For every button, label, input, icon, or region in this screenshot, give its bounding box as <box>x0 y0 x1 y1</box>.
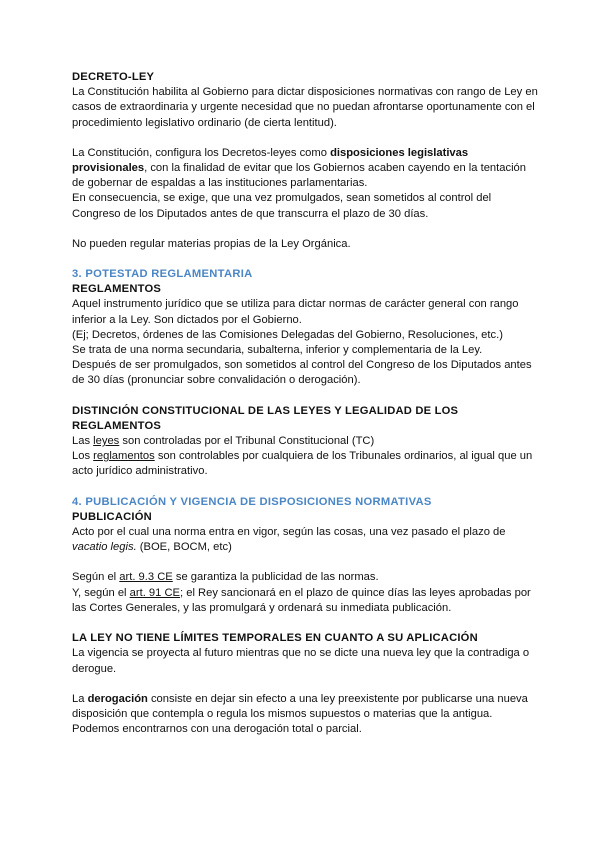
leyes-underlined: leyes <box>93 435 120 448</box>
reglamentos-line-4: Después de ser promulgados, son sometidos al control del Congreso de los Diputados antes de 30 días (pronunciar sobre convalidación o derogación). <box>72 359 532 387</box>
limites-paragraph-2 <box>72 692 540 722</box>
reglamentos-heading: REGLAMENTOS <box>72 283 162 296</box>
distincion-l1-pre: Las <box>72 435 94 448</box>
limites-temporales-heading: LA LEY NO TIENE LÍMITES TEMPORALES EN CUANTO A SU APLICACIÓN <box>72 632 478 645</box>
publicacion-p1-post: (BOE, BOCM, etc) <box>136 541 232 554</box>
reglamentos-underlined: reglamentos <box>93 450 155 463</box>
decreto-ley-paragraph-2 <box>72 146 540 192</box>
decreto-ley-paragraph-4: No pueden regular materias propias de la Ley Orgánica. <box>72 237 351 250</box>
publicacion-heading: PUBLICACIÓN <box>72 510 152 523</box>
limites-paragraph-1: La vigencia se proyecta al futuro mientras que no se dicte una nueva ley que la contradiga o derogue. <box>72 647 530 675</box>
publicacion-p3-pre: Y, según el <box>72 586 130 599</box>
distincion-l2-pre: Los <box>72 450 94 463</box>
decreto-ley-paragraph-3: En consecuencia, se exige, que una vez promulgados, sean sometidos al control del Congreso de los Diputados antes de que transcurra el plazo de 30 días. <box>72 192 492 220</box>
limites-p2-post: consiste en dejar sin efecto a una ley preexistente por publicarse una nueva disposición que contempla o regula los mismos supuestos o materias que la antigua. <box>72 692 528 720</box>
disposiciones-provisionales-bold: disposiciones legislativas provisionales <box>72 146 469 175</box>
distincion-l1-post: son controladas por el Tribunal Constitucional (TC) <box>119 435 375 448</box>
limites-paragraph-3: Podemos encontrarnos con una derogación total o parcial. <box>72 723 362 736</box>
section-4-title: 4. PUBLICACIÓN Y VIGENCIA DE DISPOSICIONES NORMATIVAS <box>72 495 432 508</box>
derogacion-bold: derogación <box>87 692 148 705</box>
distincion-line-2 <box>72 449 540 479</box>
distincion-l2-post: son controlables por cualquiera de los Tribunales ordinarios, al igual que un acto jurídico administrativo. <box>72 450 533 478</box>
distincion-line-1 <box>72 434 540 449</box>
publicacion-p2-post: se garantiza la publicidad de las normas. <box>172 571 379 584</box>
limites-p2-pre: La <box>72 692 88 705</box>
decreto-ley-heading: DECRETO-LEY <box>72 71 155 83</box>
publicacion-p3-post: ; el Rey sancionará en el plazo de quince días las leyes aprobadas por las Cortes Generales, y las promulgará y ordenará su inmediata publicación. <box>72 586 531 614</box>
publicacion-paragraph-1 <box>72 525 540 555</box>
publicacion-paragraph-3 <box>72 586 540 616</box>
art-9-3-ce-underlined: art. 9.3 CE <box>119 571 173 584</box>
publicacion-p1-pre: Acto por el cual una norma entra en vigor, según las cosas, una vez pasado el plazo de <box>72 526 506 539</box>
decreto-ley-p2-text: La Constitución, configura los Decretos-leyes como <box>72 146 331 159</box>
distincion-heading: DISTINCIÓN CONSTITUCIONAL DE LAS LEYES Y LEGALIDAD DE LOS REGLAMENTOS <box>72 404 459 432</box>
art-91-ce-underlined: art. 91 CE <box>129 586 181 599</box>
decreto-ley-p2-text-end: , con la finalidad de evitar que los Gobiernos acaben cayendo en la tentación de gobernar de espaldas a las instituciones parlamentarias. <box>72 162 527 190</box>
section-3-title: 3. POTESTAD REGLAMENTARIA <box>72 268 253 281</box>
vacatio-legis-italic: vacatio legis. <box>72 541 137 554</box>
reglamentos-line-1: Aquel instrumento jurídico que se utiliza para dictar normas de carácter general con rango inferior a la Ley. Son dictados por el Gobierno. <box>72 298 519 326</box>
decreto-ley-paragraph-1: La Constitución habilita al Gobierno para dictar disposiciones normativas con rango de Ley en casos de extraordinaria y urgente necesidad que no puedan afrontarse oportunamente con el procedimiento legislativo ordinario (de cierta lentitud). <box>72 86 538 129</box>
reglamentos-line-2: (Ej; Decretos, órdenes de las Comisiones Delegadas del Gobierno, Resoluciones, etc.) <box>72 328 503 341</box>
reglamentos-line-3: Se trata de una norma secundaria, subalterna, inferior y complementaria de la Ley. <box>72 344 483 357</box>
publicacion-paragraph-2 <box>72 570 540 585</box>
publicacion-p2-pre: Según el <box>72 571 120 584</box>
